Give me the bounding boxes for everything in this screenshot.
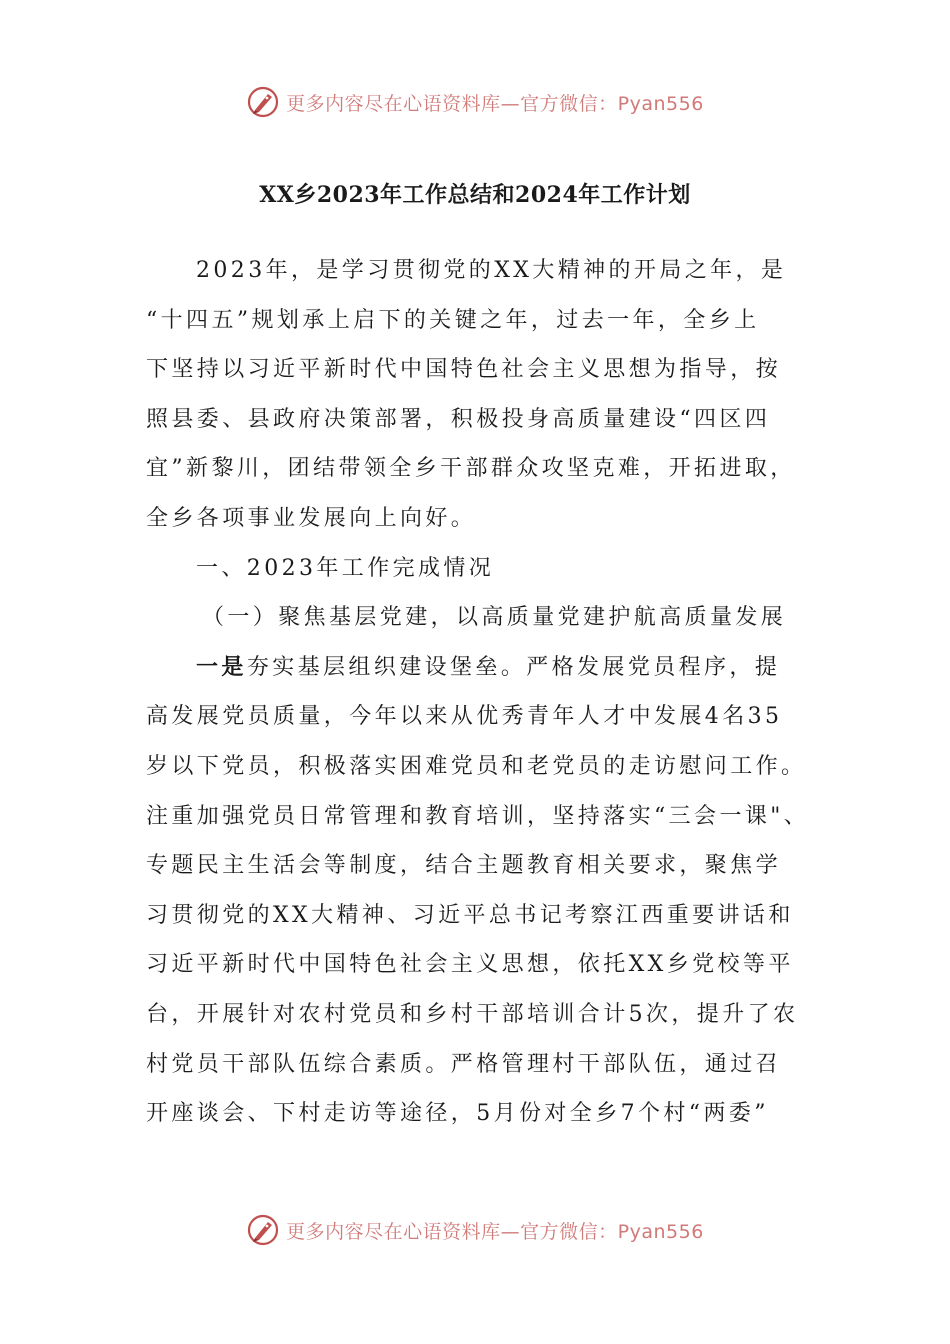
paragraph-line: 高发展党员质量，今年以来从优秀青年人才中发展4名35 [146,704,783,730]
paragraph-line: 习近平新时代中国特色社会主义思想，依托XX乡党校等平 [146,952,794,978]
bold-lead: 一是 [196,653,247,680]
paragraph-line: 注重加强党员日常管理和教育培训，坚持落实“三会一课"、 [146,803,810,829]
pen-nib-circle-icon [246,1213,280,1247]
document-title: XX乡2023年工作总结和2024年工作计划 [259,182,691,208]
paragraph-line [146,643,806,693]
paragraph-line: 照县委、县政府决策部署，积极投身高质量建设“四区四 [146,406,771,432]
paragraph-line: 下坚持以习近平新时代中国特色社会主义思想为指导，按 [146,357,782,383]
document-body [146,246,810,1139]
pen-nib-circle-icon [246,85,280,119]
paragraph-line: 全乡各项事业发展向上向好。 [146,505,477,531]
watermark-banner-bottom [0,1210,950,1250]
paragraph-line: 台，开展针对农村党员和乡村干部培训合计5次，提升了农 [146,1001,799,1027]
paragraph-line: 岁以下党员，积极落实困难党员和老党员的走访慰问工作。 [146,753,807,779]
watermark-text: 更多内容尽在心语资料库—官方微信：Pyan556 [286,1220,704,1243]
paragraph-line: “十四五”规划承上启下的关键之年，过去一年，全乡上 [146,307,760,333]
paragraph-line: 宜”新黎川，团结带领全乡干部群众攻坚克难，开拓进取， [146,456,796,482]
watermark-banner-top [0,82,950,122]
paragraph-line-text: 夯实基层组织建设堡垒。严格发展党员程序，提 [246,654,781,680]
paragraph-line: 村党员干部队伍综合素质。严格管理村干部队伍，通过召 [146,1051,782,1077]
watermark-text: 更多内容尽在心语资料库—官方微信：Pyan556 [286,92,704,115]
section-heading: 一、2023年工作完成情况 [196,555,495,581]
subsection-heading: （一）聚焦基层党建，以高质量党建护航高质量发展 [202,605,787,631]
paragraph-line: 开座谈会、下村走访等途径，5月份对全乡7个村“两委” [146,1101,769,1127]
paragraph-line: 专题民主生活会等制度，结合主题教育相关要求，聚焦学 [146,853,782,879]
paragraph-line: 习贯彻党的XX大精神、习近平总书记考察江西重要讲话和 [146,902,794,928]
paragraph-line: 2023年，是学习贯彻党的XX大精神的开局之年，是 [196,258,787,283]
